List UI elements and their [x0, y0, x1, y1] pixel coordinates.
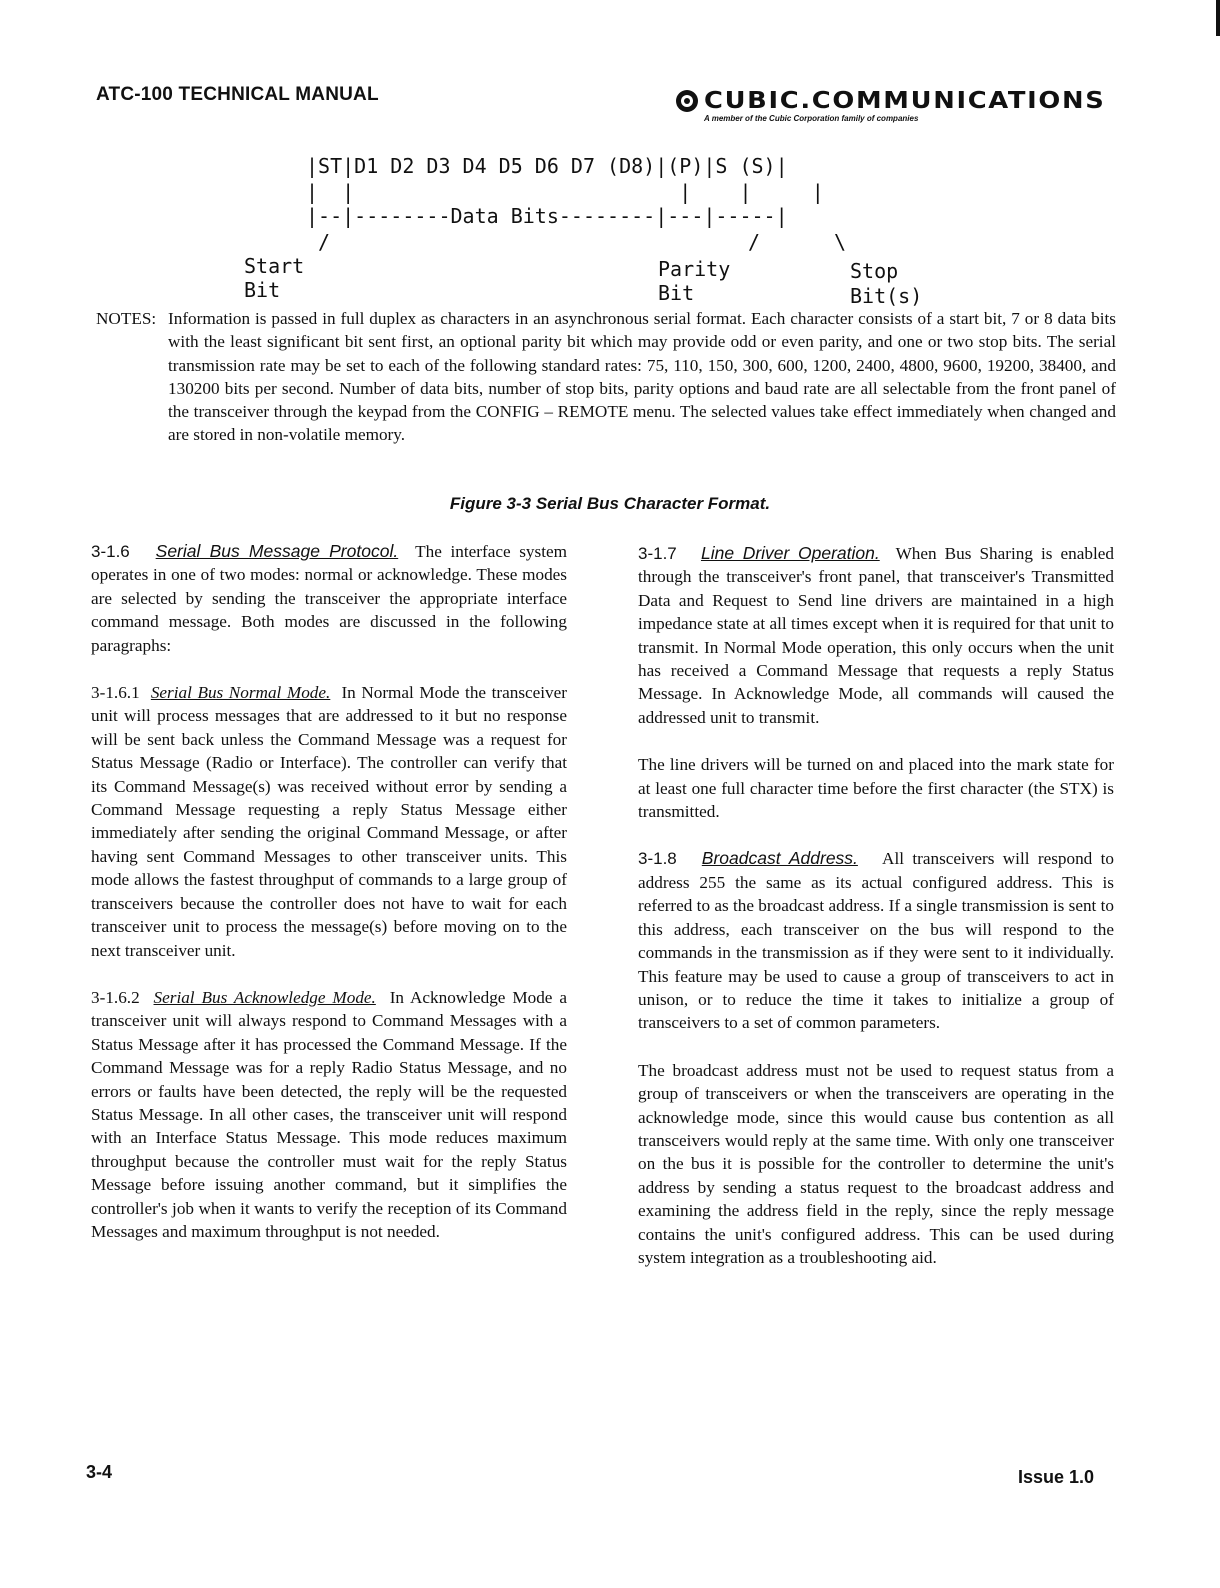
figure-caption: Figure 3-3 Serial Bus Character Format. — [449, 494, 771, 513]
section-number: 3-1.6 — [91, 542, 130, 561]
section-3-1-7 — [638, 542, 1114, 729]
section-3-1-6 — [91, 540, 567, 657]
section-text: When Bus Sharing is enabled through the transceiver's front panel, that transceiver's Transmitted Data and Request to Send line drivers are maintained in a high impedance state at all times except when it is required for that unit to transmit. In Normal Mode operation, this only occurs when the unit has received a Command Message that requests a reply Status Message. In Acknowledge Mode, all commands will caused the addressed unit to transmit. — [638, 544, 1114, 727]
label-stop: Stop — [850, 259, 899, 283]
section-text: All transceivers will respond to address 255 the same as its actual configured address. This is referred to as the broadcast address. If a single transmission is sent to this address, each transceiver on the bus will respond to the commands in the transmission as if they were sent to it individually. This feature may be used to cause a group of transceivers to act in unison, or to reduce the time it takes to initialize a group of transceivers to a set of common parameters. — [638, 849, 1114, 1033]
section-number: 3-1.6.1 — [91, 683, 140, 703]
section-text: In Acknowledge Mode a transceiver unit will always respond to Command Messages with a Status Message after it has processed the Command Message. If the Command Message was for a reply Radio Status Message, and no errors or faults have been detected, the reply will be the requested Status Message. In all other cases, the transceiver unit will respond with an Interface Status Message. This mode reduces maximum throughput because the controller must wait for the reply Status Message before issuing another command, but it simplifies the controller's job when it wants to verify the reception of its Command Messages and maximum throughput is not needed. — [91, 987, 567, 1241]
company-logo — [676, 88, 1106, 123]
section-3-1-7-paragraph-2: The line drivers will be turned on and placed into the mark state for at least one full character time before the first character (the STX) is transmitted. — [638, 755, 1114, 822]
diagram-pointer-parity: / — [748, 230, 761, 254]
section-title: Serial Bus Normal Mode. — [150, 683, 331, 703]
left-column — [91, 540, 567, 1267]
section-number: 3-1.7 — [638, 544, 677, 563]
issue-label: Issue 1.0 — [1018, 1467, 1095, 1487]
section-3-1-8-paragraph-2: The broadcast address must not be used to request status from a group of transceivers or when the transceivers are operating in the acknowledge mode, since this would cause bus contention as all transceivers would reply at the same time. With only one transceiver on the bus it is possible for the controller to determine the unit's address by sending a status request to the broadcast address and examining the address field in the reply, since the reply message contains the unit's configured address. This can be used during system integration as a troubleshooting aid. — [638, 1060, 1114, 1267]
logo-tagline: A member of the Cubic Corporation family of companies — [704, 114, 919, 123]
scan-edge-mark — [1216, 0, 1220, 36]
figure-notes — [96, 307, 1116, 447]
label-stop-bits: Bit(s) — [850, 284, 923, 308]
section-text: In Normal Mode the transceiver unit will process messages that are addressed to it but no response will be sent back unless the Command Message was a request for Status Message (Radio or Interface). The controller can verify that its Command Message(s) was received without error by sending a Command Message requesting a reply Status Message either immediately after sending the original Command Message, or after having sent Command Messages to other transceiver units. This mode allows the fastest throughput of commands to a large group of transceivers because the controller does not have to wait for each transceiver unit to process the message(s) before moving on to the next transceiver unit. — [91, 683, 567, 960]
diagram-pointer-start: / — [318, 230, 331, 254]
section-3-1-8 — [638, 847, 1114, 1034]
section-number: 3-1.8 — [638, 849, 677, 869]
diagram-pointer-stop: \ — [834, 230, 847, 254]
diagram-line-fields: |ST|D1 D2 D3 D4 D5 D6 D7 (D8)|(P)|S (S)| — [306, 154, 788, 178]
section-text: The interface system operates in one of two modes: normal or acknowledge. These modes are selected by sending the transceiver the appropriate interface command message. Both modes are discussed in the following paragraphs: — [91, 542, 567, 655]
section-3-1-6-1 — [91, 681, 567, 962]
label-start-bit: Bit — [244, 278, 281, 302]
section-title: Serial Bus Message Protocol. — [155, 541, 399, 561]
notes-lead: NOTES: — [96, 309, 157, 328]
section-title: Line Driver Operation. — [700, 543, 880, 563]
section-title: Broadcast Address. — [701, 848, 858, 869]
right-column — [638, 542, 1114, 1293]
manual-title: ATC-100 TECHNICAL MANUAL — [96, 84, 379, 105]
logo-text: CUBIC.COMMUNICATIONS — [704, 88, 1106, 114]
section-3-1-6-2 — [91, 986, 567, 1243]
label-start: Start — [244, 254, 305, 278]
section-title: Serial Bus Acknowledge Mode. — [153, 987, 376, 1007]
diagram-line-ticks: | | | | | — [306, 180, 824, 204]
notes-text: Information is passed in full duplex as characters in an asynchronous serial format. Each character consists of a start bit, 7 or 8 data bits with the least significant bit sent first, an optional parity bit which may provide odd or even parity, and one or two stop bits. The serial transmission rate may be set to each of the following standard rates: 75, 110, 150, 300, 600, 1200, 2400, 4800, 9600, 19200, 38400, and 130200 bits per second. Number of data bits, number of stop bits, parity options and baud rate are all selectable from the front panel of the transceiver through the keypad from the CONFIG – REMOTE menu. The selected values take effect immediately when changed and are stored in non-volatile memory. — [168, 309, 1116, 445]
section-number: 3-1.6.2 — [91, 987, 140, 1007]
label-parity: Parity — [658, 257, 731, 281]
diagram-line-brackets: |--|--------Data Bits--------|---|-----| — [306, 204, 788, 228]
cubic-emblem-icon — [676, 90, 698, 112]
label-parity-bit: Bit — [658, 281, 695, 305]
page-number: 3-4 — [86, 1462, 113, 1482]
